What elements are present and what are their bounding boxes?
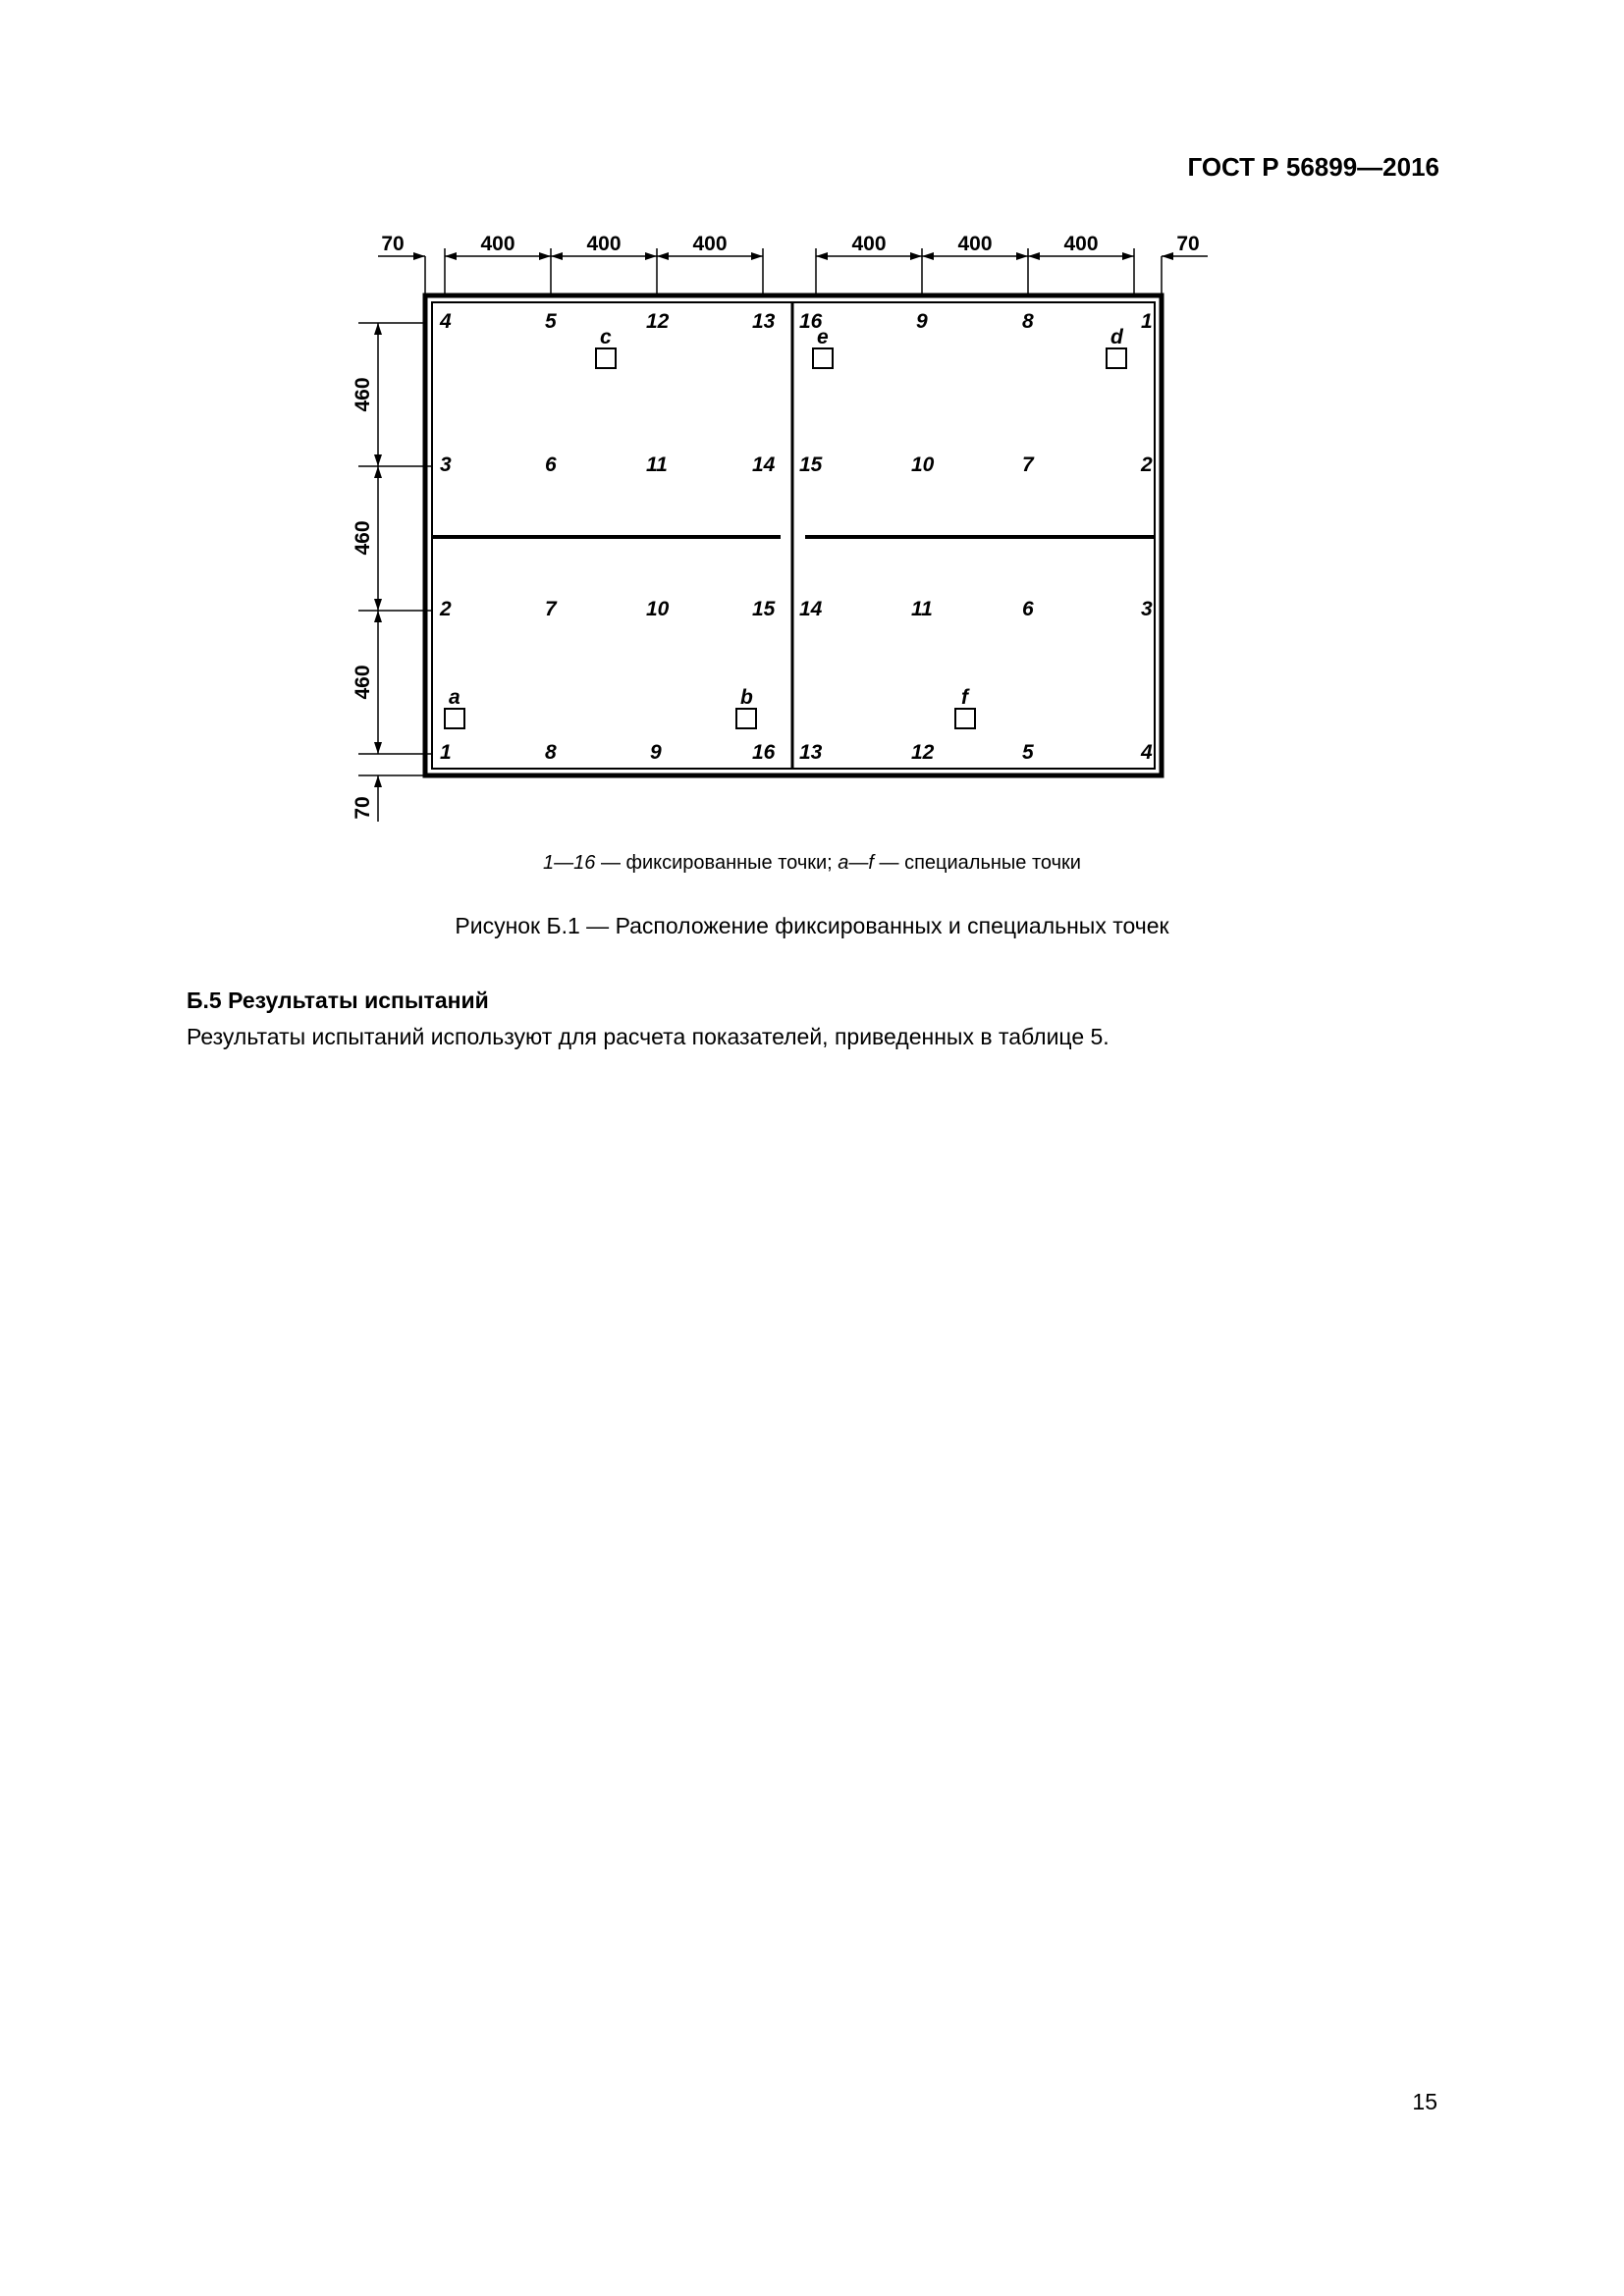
special-point-d-label: d: [1110, 326, 1123, 348]
point-label: 14: [752, 454, 776, 476]
point-label: 10: [911, 454, 935, 476]
point-label: 6: [1022, 598, 1034, 620]
top-dimensions: [378, 248, 1208, 295]
point-label: 5: [545, 310, 557, 333]
dim-top-right-2: 400: [957, 233, 993, 255]
legend-fixed-text: — фиксированные точки;: [595, 852, 839, 874]
section-title: Б.5 Результаты испытаний: [187, 988, 489, 1013]
dim-right-margin: 70: [1176, 233, 1200, 255]
point-label: 5: [1022, 741, 1034, 764]
special-point-c-marker: [596, 348, 616, 368]
point-label: 14: [799, 598, 823, 620]
point-label: 11: [911, 598, 933, 620]
point-label: 10: [646, 598, 670, 620]
special-points: [445, 326, 1126, 728]
special-point-b-marker: [736, 709, 756, 728]
legend-special-text: — специальные точки: [873, 852, 1081, 874]
point-label: 12: [911, 741, 935, 764]
dim-left-2: 460: [352, 520, 374, 556]
section-text: Результаты испытаний используют для расчета показателей, приведенных в таблице 5.: [187, 1024, 1110, 1049]
point-label: 13: [799, 741, 823, 764]
special-point-a-label: a: [449, 686, 460, 709]
dim-left-1: 460: [352, 377, 374, 412]
page-number: 15: [1412, 2089, 1437, 2114]
point-label: 3: [440, 454, 452, 476]
special-point-a-marker: [445, 709, 464, 728]
point-label: 8: [1022, 310, 1034, 333]
special-point-c-label: c: [600, 326, 612, 348]
point-label: 7: [1022, 454, 1034, 476]
special-point-f-label: f: [961, 686, 968, 709]
dim-left-3: 460: [352, 665, 374, 700]
special-point-d-marker: [1107, 348, 1126, 368]
legend-fixed-range: 1—16: [543, 852, 596, 874]
point-label: 2: [1141, 454, 1153, 476]
point-label: 15: [799, 454, 823, 476]
point-label: 7: [545, 598, 557, 620]
point-label: 9: [916, 310, 928, 333]
point-label: 15: [752, 598, 776, 620]
special-point-e-label: e: [817, 326, 829, 348]
point-label: 16: [752, 741, 776, 764]
dim-top-left-3: 400: [692, 233, 728, 255]
figure-legend: [0, 852, 1624, 875]
legend-special-range: a—f: [838, 852, 874, 874]
point-label: 8: [545, 741, 557, 764]
dim-top-right-1: 400: [851, 233, 887, 255]
dim-top-left-2: 400: [586, 233, 622, 255]
point-label: 1: [1141, 310, 1153, 333]
special-point-f-marker: [955, 709, 975, 728]
figure-b1: [324, 221, 1227, 839]
point-label: 13: [752, 310, 776, 333]
point-label: 12: [646, 310, 670, 333]
point-label: 3: [1141, 598, 1153, 620]
dim-left-bottom-margin: 70: [352, 796, 374, 820]
dim-top-left-1: 400: [480, 233, 515, 255]
point-label: 16: [799, 310, 823, 333]
point-label: 4: [440, 310, 452, 333]
special-point-b-label: b: [740, 686, 753, 709]
point-label: 1: [440, 741, 452, 764]
point-label: 11: [646, 454, 668, 476]
point-label: 2: [440, 598, 452, 620]
test-points-diagram: [324, 221, 1227, 839]
point-label: 4: [1141, 741, 1153, 764]
point-label: 9: [650, 741, 662, 764]
point-label: 6: [545, 454, 557, 476]
dim-top-right-3: 400: [1063, 233, 1099, 255]
dim-left-margin: 70: [381, 233, 405, 255]
document-code: ГОСТ Р 56899—2016: [1187, 152, 1439, 182]
figure-caption: Рисунок Б.1 — Расположение фиксированных и специальных точек: [455, 913, 1169, 938]
special-point-e-marker: [813, 348, 833, 368]
